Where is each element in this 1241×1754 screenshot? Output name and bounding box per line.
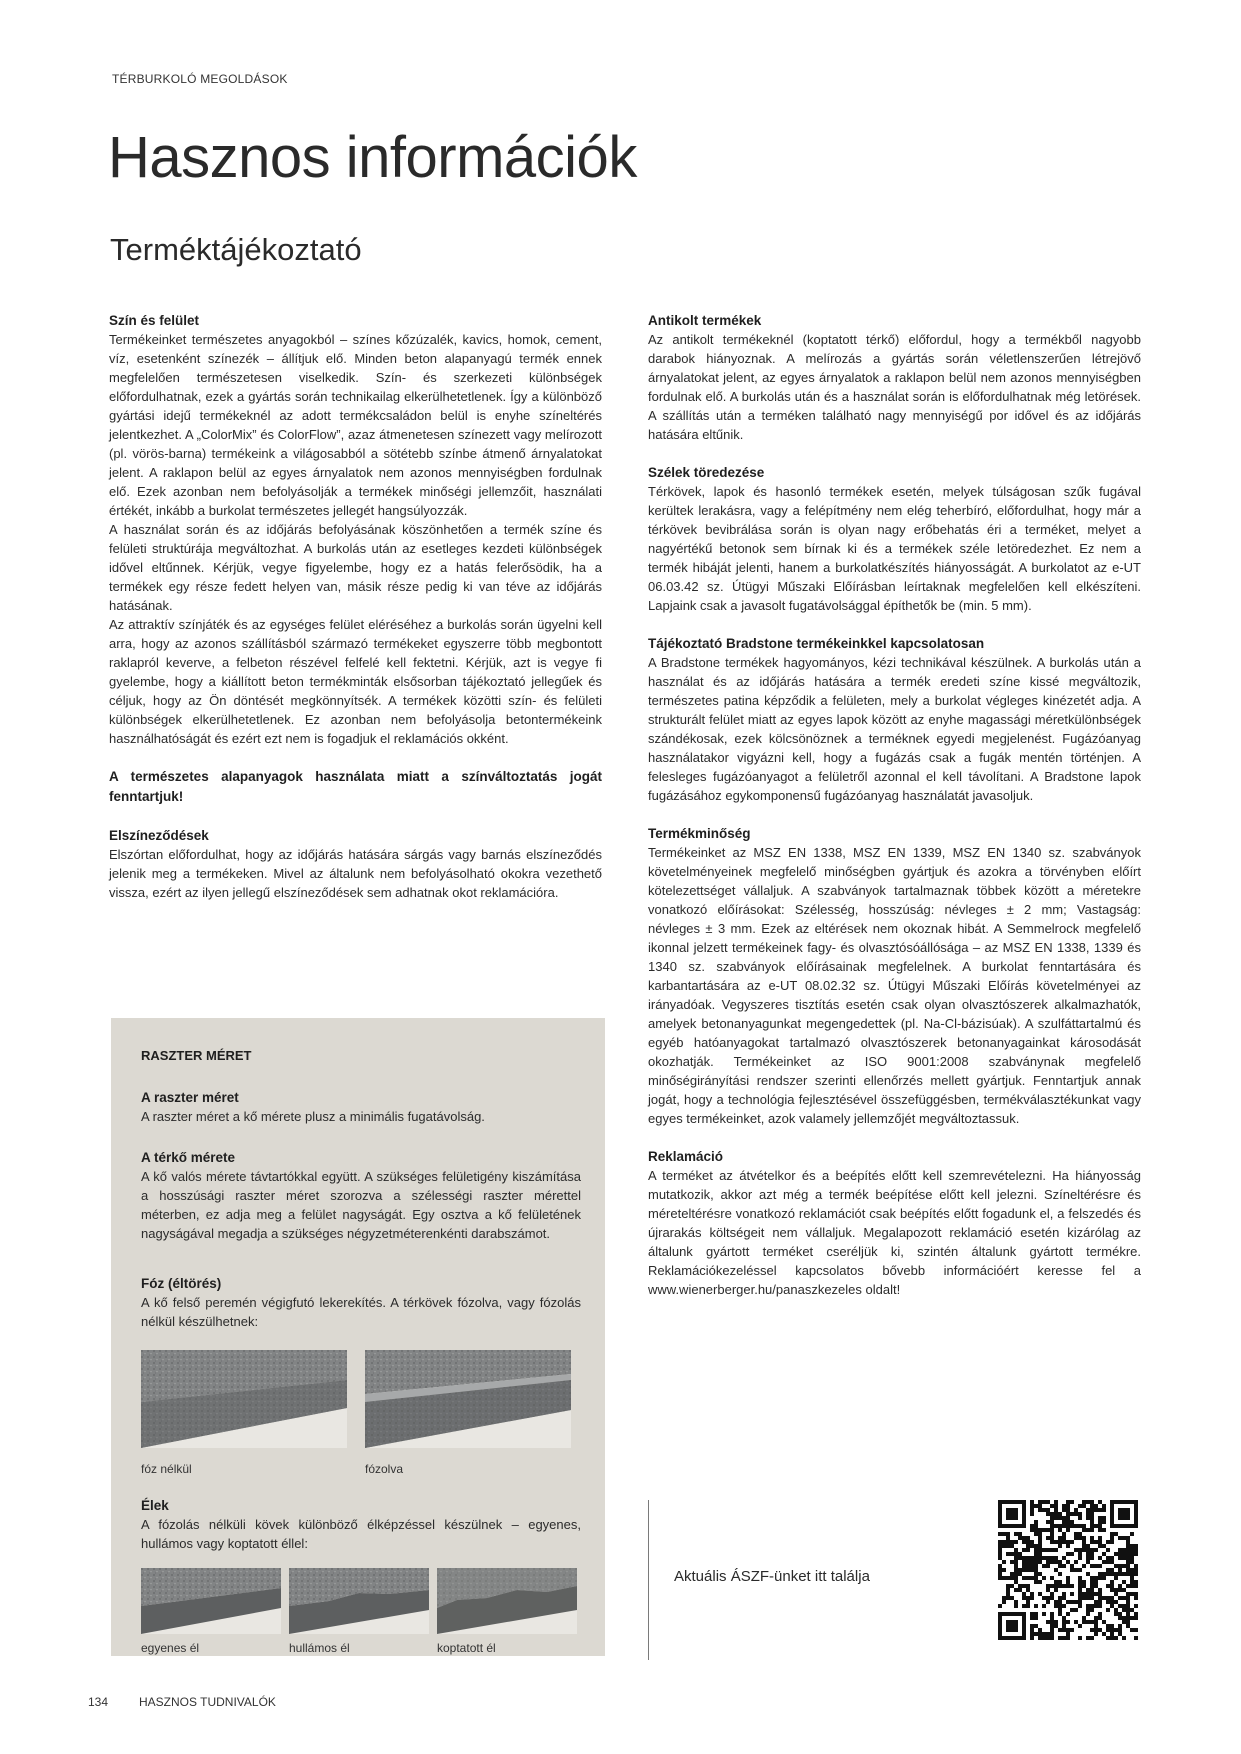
paragraph: Az antikolt termékeknél (koptatott térkő) előfordul, hogy a termékből nagyobb darabok hiányoznak. A melírozás a gyártás során véletlenszerűen létrejövő árnyalatokat jelent, az egyes árnyalatok a raklapon belül nem azonos mennyiségben fordulnak elő. A burkolás után és a használat során is előfordulhatnak még letörések. A szállítás után a terméken található nagy mennyiségű por idővel és az időjárás hatására eltűnik. <box>648 332 1141 442</box>
section-heading: Antikolt termékek <box>648 313 762 328</box>
paragraph: A kő felső peremén végigfutó lekerekítés. A térkövek fózolva, vagy fózolás nélkül készülhetnek: <box>141 1295 581 1329</box>
section-bradstone <box>648 634 1141 805</box>
qr-code-icon[interactable] <box>998 1500 1138 1640</box>
section-foz <box>141 1274 581 1331</box>
paragraph: Térkövek, lapok és hasonló termékek esetén, melyek túlságosan szűk fugával kerültek lerakásra, vagy a felépítmény nem elég teherbíró, előfordulhat, hogy már a térkövek bevibrálása során is olyan nagy erőbehatás éri a terméket, melyet a nagyértékű betonok sem bírnak ki és a termékek széle letöredezhet. Ez nem a termék hibáját jelenti, hanem a burkolatkészítés hiányosságát. A burkolatot az e-UT 06.03.42 sz. Útügyi Műszaki Előírásban leírtaknak megfelelően kell elkészíteni. Lapjaink csak a javasolt fugatávolsággal építhetők be (min. 5 mm). <box>648 484 1141 613</box>
caption-tumbled-edge: koptatott él <box>437 1641 496 1655</box>
section-elszinezodesek <box>109 826 602 902</box>
section-heading: Termékminőség <box>648 826 751 841</box>
paragraph: A raszter méret a kő mérete plusz a minimális fugatávolság. <box>141 1109 485 1124</box>
box-heading: RASZTER MÉRET <box>141 1048 252 1063</box>
section-heading: Fóz (éltörés) <box>141 1276 222 1291</box>
paragraph: A Bradstone termékek hagyományos, kézi technikával készülnek. A burkolás után a használat és az időjárás hatására a termék eredeti színe kissé megváltozik, természetes patina képződik a felületen, mely a burkolat végleges kinézetét adja. A strukturált felület miatt az egyes lapok között az enyhe magassági méretkülönbségek szándékosak, ezek kölcsönöznek a terméknek egyedi megjelenést. Fugázóanyag használatakor vigyázni kell, hogy a fugázás csak a fugák mentén történjen. A felesleges fugázóanyagot a felületről azonnal el kell távolítani. A Bradstone lapok fugázásához egykomponensű fugázóanyag használatát javasoljuk. <box>648 655 1141 803</box>
page-subtitle: Terméktájékoztató <box>110 232 362 267</box>
section-szin-es-felulet <box>109 311 602 748</box>
section-raszter-meret <box>141 1088 581 1126</box>
paragraph: Elszórtan előfordulhat, hogy az időjárás hatására sárgás vagy barnás elszíneződés jelenik meg a termékeken. Mivel az általunk nem befolyásolható okokra vezethető vissza, ezért az ilyen jellegű elszíneződések sem adhatnak okot reklamációra. <box>109 847 602 900</box>
paver-photo-no-chamfer <box>141 1350 347 1448</box>
section-heading: Reklamáció <box>648 1149 724 1164</box>
section-termekminoseg <box>648 824 1141 1128</box>
paragraph: Termékeinket természetes anyagokból – színes kőzúzalék, kavics, homok, cement, víz, esetenként színezék – állítjuk elő. Minden beton alapanyagú termék ennek megfelelően természetesen viselkedik. Szín- és szerkezeti különbségek előfordulhatnak, ezek a gyártás során technikailag elkerülhetetlenek. Így a különböző gyártási idejű termékeknél az adott termékcsaládon belül is enyhe színeltérés jelentkezhet. A „ColorMix” és ColorFlow”, azaz átmenetesen színezett vagy melírozott (pl. vörös-barna) termékeink a világosabból a sötétebb színbe átmenő árnyalatokat jelent. A raklapon belül az egyes árnyalatok nem azonos mennyiségben fordulnak elő. Ezek azonban nem befolyásolják a termékek minőségi jellemzőit, használati értékét, inkább a burkolat természetes jellegét hangsúlyozzák. <box>109 332 602 518</box>
section-heading: Tájékoztató Bradstone termékeinkkel kapcsolatosan <box>648 636 985 651</box>
section-kicker: TÉRBURKOLÓ MEGOLDÁSOK <box>112 72 288 86</box>
page-number: 134 <box>88 1695 109 1709</box>
section-heading: A raszter méret <box>141 1090 239 1105</box>
caption-chamfered: fózolva <box>365 1462 404 1476</box>
right-column <box>648 311 1141 1318</box>
section-heading: Élek <box>141 1498 169 1513</box>
section-szelek <box>648 463 1141 615</box>
section-heading: Szélek töredezése <box>648 465 765 480</box>
paragraph: A kő valós mérete távtartókkal együtt. A szükséges felületigény kiszámítása a hosszúsági raszter méret szorozva a szélességi raszter mérettel méterben, ez adja meg a felület nagyságát. Egy osztva a kő felületének nagyságával megadja a szükséges négyzetméterenkénti darabszámot. <box>141 1169 581 1241</box>
section-antikolt <box>648 311 1141 444</box>
paragraph: Az attraktív színjáték és az egységes felület eléréséhez a burkolás során ügyelni kell arra, hogy az azonos szállításból származó termékeket egyszerre több megbontott raklapról keverve, a felbeton részével felfelé kell fektetni. Kérjük, azt is vegye fi gyelembe, hogy a kiállított beton termékminták elsősorban tájékoztató jellegűek és céljuk, hogy az Ön döntését megkönnyítsék. A termékek közötti szín- és felületi különbségek elkerülhetetlenek. Ez azonban nem befolyásolja betontermékeink használhatóságát és ezért ezt nem is fogadjuk el reklamációs okként. <box>109 617 602 746</box>
paragraph: A használat során és az időjárás befolyásának köszönhetően a termék színe és felületi struktúrája megváltozhat. A burkolás után az esetleges kezdeti különbségek idővel eltűnnek. Kérjük, vegye figyelembe, hogy ez a hatás felerősödik, ha a termékek egy része fedett helyen van, másik része pedig ki van téve az időjárás hatásának. <box>109 522 602 613</box>
qr-caption: Aktuális ÁSZF-ünket itt találja <box>674 1568 870 1585</box>
page-title: Hasznos információk <box>108 125 637 190</box>
vertical-divider <box>648 1500 649 1660</box>
paver-photo-tumbled-edge <box>437 1568 577 1634</box>
paragraph: A terméket az átvételkor és a beépítés előtt kell szemrevételezni. Ha hiányosság mutatkozik, akkor azt még a termék beépítése előtt kell jelezni. Színeltérésre és méreteltérésre vonatkozó reklamációt csak beépítés előtt fogadunk el, a felszedés és újrarakás költségeit nem vállaljuk. Megalapozott reklamáció esetén kizárólag az általunk gyártott terméket cseréljük ki, szintén általunk gyártott termékre. Reklamációkezeléssel kapcsolatos bővebb információért keresse fel a www.wienerberger.hu/panaszkezeles oldalt! <box>648 1168 1141 1297</box>
section-elek <box>141 1496 581 1553</box>
section-heading: A térkő mérete <box>141 1150 236 1165</box>
raster-size-box <box>111 1018 605 1656</box>
caption-no-chamfer: fóz nélkül <box>141 1462 192 1476</box>
caption-wavy-edge: hullámos él <box>289 1641 350 1655</box>
section-terko-merete <box>141 1148 581 1243</box>
caption-straight-edge: egyenes él <box>141 1641 200 1655</box>
section-heading: Szín és felület <box>109 313 200 328</box>
paver-photo-chamfered <box>365 1350 571 1448</box>
section-heading: Elszíneződések <box>109 828 209 843</box>
paragraph: Termékeinket az MSZ EN 1338, MSZ EN 1339, MSZ EN 1340 sz. szabványok követelményeinek megfelelő minőségben gyártjuk és azokra a törvényben előírt kötelezettséget vállaljuk. A szabványok tartalmaznak többek között a méretekre vonatkozó előírásokat: Szélesség, hosszúság: névleges ± 2 mm; Vastagság: névleges ± 3 mm. Ezek az eltérések nem okoznak hibát. A Semmelrock megfelelő ikonnal jelzett termékeinek fagy- és olvasztósóállósága – az MSZ EN 1338, 1339 és 1340 sz. szabványok előírásainak megfelelnek. A burkolat fenntartására és karbantartására az e-UT 08.02.32 sz. Útügyi Műszaki Előírás követelményei az irányadóak. Vegyszeres tisztítás esetén csak olyan olvasztószerek alkalmazhatók, amelyek betonanyagunkat megengedettek (pl. Na-Cl-bázisúak). A szulfáttartalmú és egyéb hatóanyagokat tartalmazó olvasztószerek betonanyagainkat károsodását okozhatják. Termékeinket az ISO 9001:2008 szabványnak megfelelő minőségirányítási rendszer szerinti ellenőrzés mellett gyártjuk. Fenntartjuk annak jogát, hogy a technológia fejlesztésével összefüggésben, termékválasztékunkat vagy egyes termékeinket, azok valamely jellemzőjét megváltoztassuk. <box>648 845 1141 1126</box>
footer-label: HASZNOS TUDNIVALÓK <box>139 1695 276 1709</box>
paragraph: A fózolás nélküli kövek különböző élképzéssel készülnek – egyenes, hullámos vagy koptatott éllel: <box>141 1517 581 1551</box>
left-column <box>109 311 602 921</box>
paver-photo-straight-edge <box>141 1568 281 1634</box>
color-change-note: A természetes alapanyagok használata miatt a színváltoztatás jogát fenntartjuk! <box>109 769 602 804</box>
section-reklamacio <box>648 1147 1141 1299</box>
paver-photo-wavy-edge <box>289 1568 429 1634</box>
